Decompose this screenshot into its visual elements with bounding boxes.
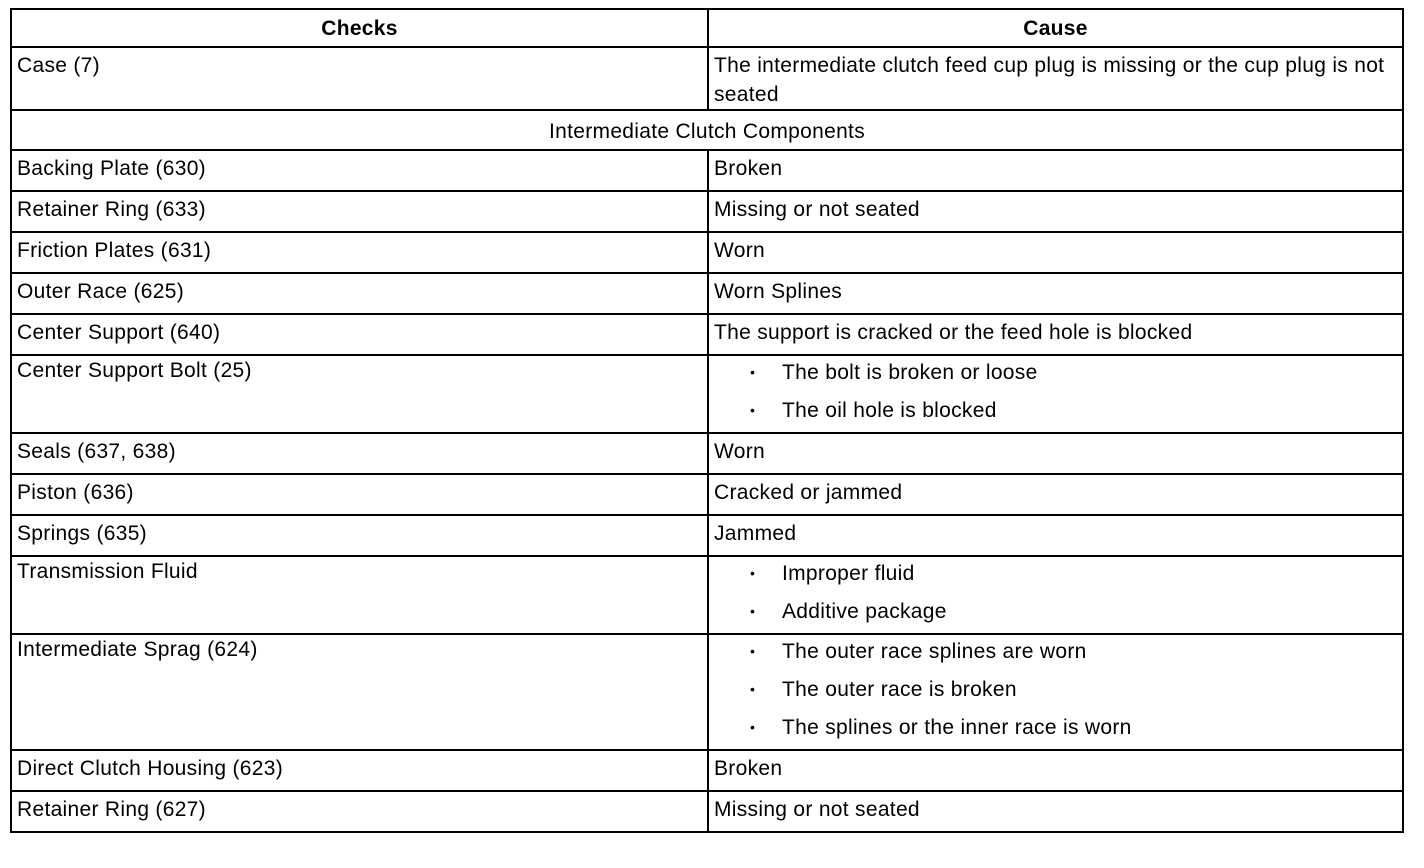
check-cell: Outer Race (625) <box>11 273 708 314</box>
check-cell: Transmission Fluid <box>11 556 708 634</box>
check-cell: Backing Plate (630) <box>11 150 708 191</box>
cause-cell: Missing or not seated <box>708 191 1403 232</box>
table-row <box>11 355 1403 433</box>
check-cell: Springs (635) <box>11 515 708 556</box>
bullet-icon: • <box>750 603 756 619</box>
cause-bullet-item <box>750 711 1396 749</box>
cause-cell: Broken <box>708 150 1403 191</box>
checks-header: Checks <box>11 9 708 47</box>
cause-cell: Worn <box>708 232 1403 273</box>
section-title: Intermediate Clutch Components <box>11 110 1403 150</box>
bullet-icon: • <box>750 681 756 697</box>
header-row <box>11 9 1403 47</box>
cause-cell: Missing or not seated <box>708 791 1403 832</box>
table-row <box>11 634 1403 750</box>
cause-cell <box>708 556 1403 634</box>
bullet-icon: • <box>750 719 756 735</box>
cause-bullet-text: Additive package <box>782 600 947 623</box>
cause-cell: Worn Splines <box>708 273 1403 314</box>
table-row <box>11 556 1403 634</box>
cause-cell <box>708 634 1403 750</box>
check-cell: Seals (637, 638) <box>11 433 708 474</box>
cause-cell <box>708 355 1403 433</box>
table-row <box>11 47 1403 110</box>
cause-bullet-text: The oil hole is blocked <box>782 399 997 422</box>
bullet-icon: • <box>750 643 756 659</box>
bullet-icon: • <box>750 364 756 380</box>
check-cell: Intermediate Sprag (624) <box>11 634 708 750</box>
bullet-icon: • <box>750 565 756 581</box>
bullet-icon: • <box>750 402 756 418</box>
cause-bullet-text: The outer race splines are worn <box>782 640 1087 663</box>
table-row <box>11 314 1403 355</box>
cause-cell: Broken <box>708 750 1403 791</box>
cause-bullet-text: Improper fluid <box>782 562 915 585</box>
check-cell: Piston (636) <box>11 474 708 515</box>
cause-bullet-list <box>714 557 1396 633</box>
section-row <box>11 110 1403 150</box>
check-cell: Center Support (640) <box>11 314 708 355</box>
table-row <box>11 433 1403 474</box>
cause-cell: The intermediate clutch feed cup plug is missing or the cup plug is not seated <box>708 47 1403 110</box>
checks-cause-table <box>10 8 1404 833</box>
cause-cell: The support is cracked or the feed hole is blocked <box>708 314 1403 355</box>
check-cell: Case (7) <box>11 47 708 110</box>
table-row <box>11 150 1403 191</box>
cause-bullet-text: The splines or the inner race is worn <box>782 716 1132 739</box>
cause-bullet-list <box>714 356 1396 432</box>
table-row <box>11 232 1403 273</box>
cause-bullet-text: The bolt is broken or loose <box>782 361 1038 384</box>
table-row <box>11 791 1403 832</box>
check-cell: Retainer Ring (633) <box>11 191 708 232</box>
table-row <box>11 273 1403 314</box>
check-cell: Retainer Ring (627) <box>11 791 708 832</box>
cause-bullet-item <box>750 394 1396 432</box>
cause-cell: Jammed <box>708 515 1403 556</box>
table-row <box>11 515 1403 556</box>
cause-bullet-text: The outer race is broken <box>782 678 1017 701</box>
cause-bullet-item <box>750 557 1396 595</box>
check-cell: Friction Plates (631) <box>11 232 708 273</box>
table-row <box>11 191 1403 232</box>
cause-header: Cause <box>708 9 1403 47</box>
cause-bullet-item <box>750 595 1396 633</box>
cause-cell: Cracked or jammed <box>708 474 1403 515</box>
check-cell: Direct Clutch Housing (623) <box>11 750 708 791</box>
cause-bullet-item <box>750 356 1396 394</box>
cause-bullet-item <box>750 635 1396 673</box>
check-cell: Center Support Bolt (25) <box>11 355 708 433</box>
cause-cell: Worn <box>708 433 1403 474</box>
table-row <box>11 474 1403 515</box>
cause-bullet-item <box>750 673 1396 711</box>
table-row <box>11 750 1403 791</box>
cause-bullet-list <box>714 635 1396 749</box>
